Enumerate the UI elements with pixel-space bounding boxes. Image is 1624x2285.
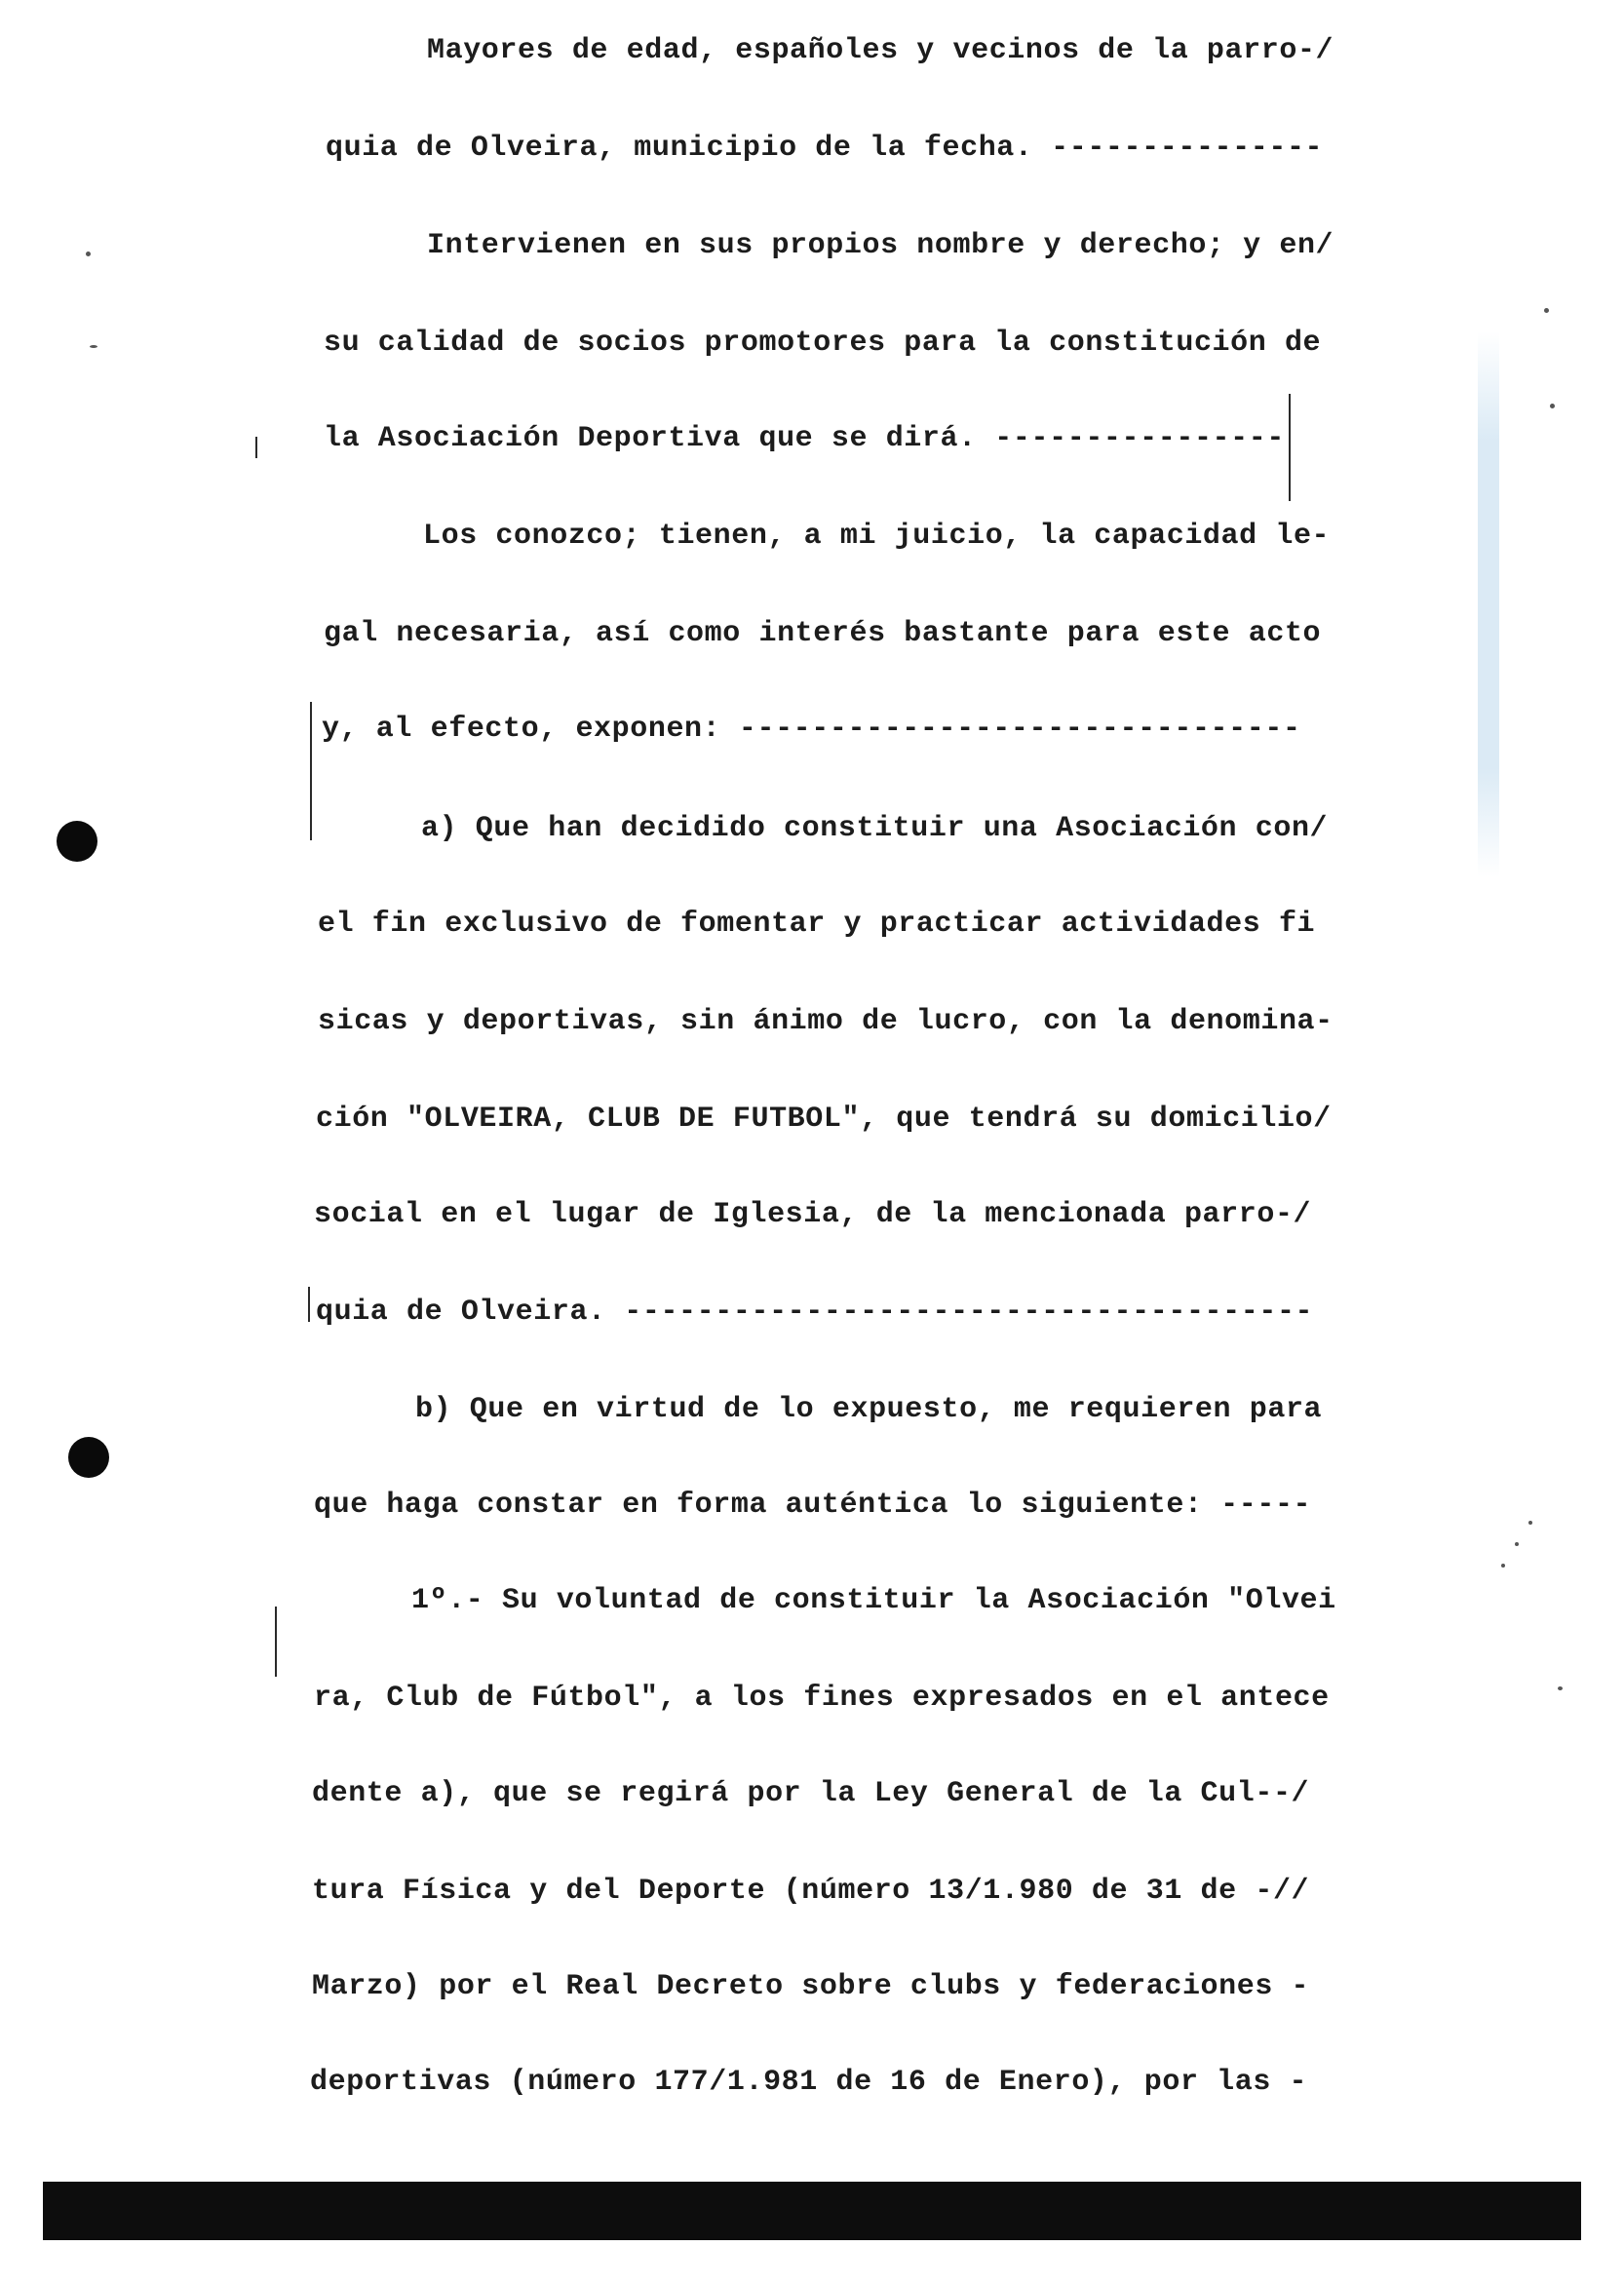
text-line: a) Que han decidido constituir una Asociación con/ [421, 812, 1329, 845]
text-line: social en el lugar de Iglesia, de la mencionada parro-/ [314, 1198, 1312, 1231]
text-line: dente a), que se regirá por la Ley General de la Cul--/ [312, 1777, 1310, 1810]
text-line: Mayores de edad, españoles y vecinos de la parro-/ [427, 34, 1334, 67]
margin-mark [255, 437, 257, 458]
speck [1515, 1542, 1519, 1546]
text-line: la Asociación Deportiva que se dirá. ---------------- [324, 422, 1285, 455]
text-line: quia de Olveira, municipio de la fecha. --------------- [326, 132, 1324, 165]
speck [1558, 1686, 1563, 1690]
text-line: 1º.- Su voluntad de constituir la Asociación "Olvei [411, 1584, 1336, 1617]
text-line: ra, Club de Fútbol", a los fines expresados en el antece [314, 1682, 1330, 1715]
text-line: deportivas (número 177/1.981 de 16 de Enero), por las - [310, 2066, 1308, 2099]
punch-hole-lower [68, 1437, 109, 1478]
text-line: b) Que en virtud de lo expuesto, me requieren para [415, 1393, 1323, 1426]
text-line: Marzo) por el Real Decreto sobre clubs y federaciones - [312, 1970, 1310, 2003]
text-line: Los conozco; tienen, a mi juicio, la capacidad le- [423, 520, 1331, 553]
text-line: quia de Olveira. -------------------------------------- [316, 1296, 1314, 1329]
text-line: ción "OLVEIRA, CLUB DE FUTBOL", que tendrá su domicilio/ [316, 1103, 1332, 1136]
speck [1528, 1521, 1532, 1525]
speck [86, 252, 91, 256]
speck [1501, 1564, 1505, 1568]
text-line: Intervienen en sus propios nombre y derecho; y en/ [427, 229, 1334, 262]
text-line: tura Física y del Deporte (número 13/1.980 de 31 de -// [312, 1875, 1310, 1908]
scan-edge-bar [43, 2182, 1581, 2240]
speck [1544, 308, 1549, 313]
text-line: sicas y deportivas, sin ánimo de lucro, con la denomina- [318, 1005, 1334, 1038]
text-line: gal necesaria, así como interés bastante para este acto [324, 617, 1322, 650]
margin-mark [308, 1287, 310, 1322]
punch-hole-upper [57, 821, 97, 862]
margin-mark [275, 1607, 277, 1677]
margin-mark [310, 702, 312, 840]
speck [1550, 404, 1555, 408]
document-body [310, 21, 1408, 2147]
text-line: que haga constar en forma auténtica lo siguiente: ----- [314, 1489, 1312, 1522]
edge-tint [1478, 331, 1499, 877]
text-line: su calidad de socios promotores para la constitución de [324, 327, 1322, 360]
text-line: el fin exclusivo de fomentar y practicar actividades fi [318, 908, 1316, 941]
text-line: y, al efecto, exponen: ------------------------------- [322, 713, 1301, 746]
speck [90, 345, 97, 348]
